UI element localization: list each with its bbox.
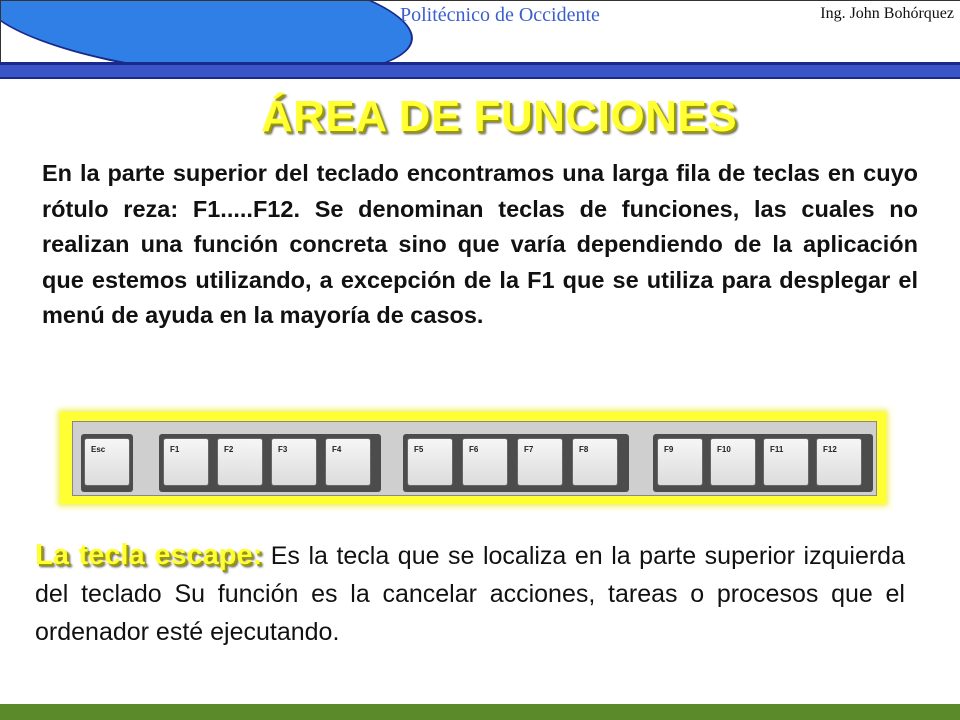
f1-f4-key-group: [159, 434, 381, 492]
intro-paragraph: En la parte superior del teclado encontramos una larga fila de teclas en cuyo rótulo reza: F1.....F12. Se denominan teclas de funciones, las cuales no realizan una función concreta sino que varía dependiendo de la aplicación que estemos utilizando, a excepción de la F1 que se utiliza para desplegar el menú de ayuda en la mayoría de casos.: [42, 160, 918, 328]
key-f6: [462, 438, 508, 486]
key-f5: [407, 438, 453, 486]
escape-description: Es la tecla que se localiza en la parte superior izquierda del teclado Su función es la cancelar acciones, tareas o procesos que el ordenador esté ejecutando.: [35, 542, 905, 646]
f5-f8-key-group: [403, 434, 629, 492]
key-f8: [572, 438, 618, 486]
key-f12: [816, 438, 862, 486]
escape-term: La tecla escape:: [35, 539, 263, 571]
key-label: F2: [224, 445, 234, 454]
key-f7: [517, 438, 563, 486]
function-keys-image: [72, 421, 877, 496]
header-band: [0, 65, 960, 79]
header-ellipse-decoration: [0, 0, 419, 96]
key-f11: [763, 438, 809, 486]
slide-title: ÁREA DE FUNCIONES: [260, 92, 738, 141]
key-f1: [163, 438, 209, 486]
key-label: F7: [524, 445, 534, 454]
key-f9: [657, 438, 703, 486]
key-f4: [325, 438, 371, 486]
key-f3: [271, 438, 317, 486]
key-label: F8: [579, 445, 589, 454]
key-f10: [710, 438, 756, 486]
key-label: F5: [414, 445, 424, 454]
key-label: F1: [170, 445, 180, 454]
key-label: F11: [770, 445, 784, 454]
key-esc: [84, 438, 130, 486]
author-name: Ing. John Bohórquez: [820, 5, 954, 22]
slide-header: [0, 0, 960, 78]
key-label: F9: [664, 445, 674, 454]
f9-f12-key-group: [653, 434, 873, 492]
key-label: Esc: [91, 445, 106, 454]
key-label: F4: [332, 445, 342, 454]
key-f2: [217, 438, 263, 486]
esc-key-group: [81, 434, 133, 492]
college-name: Politécnico de Occidente: [400, 4, 600, 26]
header-top-border: [0, 0, 960, 1]
escape-paragraph: [35, 536, 905, 651]
footer-band: [0, 704, 960, 720]
key-label: F10: [717, 445, 731, 454]
key-label: F3: [278, 445, 288, 454]
key-label: F12: [823, 445, 837, 454]
key-label: F6: [469, 445, 479, 454]
